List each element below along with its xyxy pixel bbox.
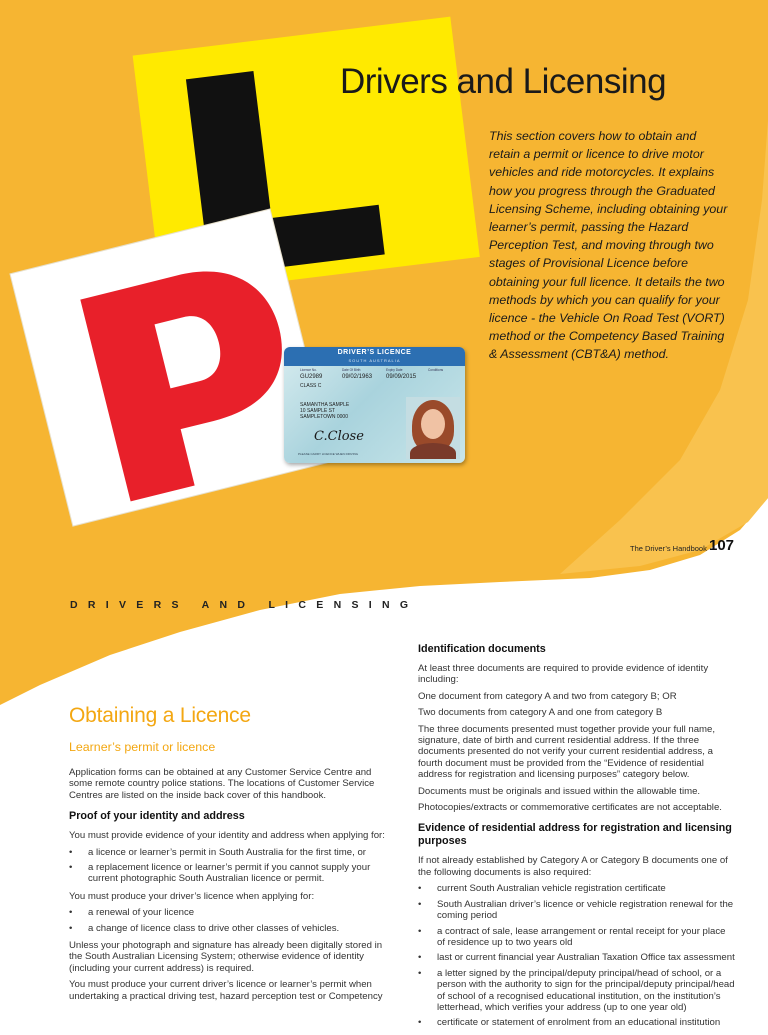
paragraph: One document from category A and two from category B; OR (418, 690, 677, 702)
paragraph: You must produce your current driver’s licence or learner’s permit when undertaking a practical driving test, hazard perception test or Competency (69, 979, 383, 1002)
section-label: DRIVERS AND LICENSING (70, 599, 419, 611)
list-item (69, 862, 387, 885)
list-item (69, 923, 387, 934)
card-label-dob: Date Of Birth (342, 368, 361, 372)
list-item-text: current South Australian vehicle registration certificate (437, 883, 666, 895)
card-label-expiry: Expiry Date (386, 368, 403, 372)
list-item-text: certificate or statement of enrolment from an educational institution (437, 1017, 721, 1029)
bullet-list (418, 883, 736, 1028)
card-footer: PLEASE CARRY LICENCE WHEN DRIVING (298, 452, 359, 456)
paragraph: Two documents from category A and one from category B (418, 707, 663, 719)
heading-identification-documents: Identification documents (418, 643, 546, 655)
page-number: 107 (709, 537, 735, 554)
list-item (418, 926, 736, 949)
paragraph: At least three documents are required to provide evidence of identity including: (418, 663, 709, 686)
card-label-conditions: Conditions (428, 368, 444, 372)
licence-card (284, 347, 465, 463)
subheading-learners-permit: Learner’s permit or licence (69, 740, 216, 754)
card-licence-no: GU2989 (300, 374, 323, 380)
p-plate-letter (150, 380, 151, 381)
bullet-list (69, 847, 387, 885)
heading-obtaining-licence: Obtaining a Licence (69, 704, 251, 727)
bullet-icon: • (418, 967, 422, 979)
footer-label: The Driver’s Handbook (630, 544, 707, 553)
bullet-icon: • (418, 898, 422, 910)
bullet-icon: • (69, 846, 73, 858)
paragraph: You must produce your driver’s licence when applying for: (69, 890, 315, 902)
left-column (69, 704, 387, 1007)
list-item-text: a licence or learner’s permit in South Australia for the first time, or (88, 846, 366, 858)
list-item-text: a contract of sale, lease arrangement or rental receipt for your place of residence up to two years old (437, 925, 726, 948)
card-photo (406, 397, 460, 459)
list-item (418, 968, 736, 1014)
bullet-icon: • (69, 907, 73, 919)
bullet-icon: • (418, 1017, 422, 1029)
card-heading: DRIVER’S LICENCE (337, 349, 412, 356)
photo-face (421, 409, 445, 439)
bullet-icon: • (69, 862, 73, 874)
list-item-text: last or current financial year Australian Taxation Office tax assessment (437, 952, 735, 964)
list-item-text: a change of licence class to drive other classes of vehicles. (88, 922, 340, 934)
list-item (69, 907, 387, 918)
card-dob: 09/02/1963 (342, 374, 373, 380)
card-expiry: 09/09/2015 (386, 374, 417, 380)
bullet-icon: • (418, 952, 422, 964)
card-state: SOUTH AUSTRALIA (348, 358, 401, 363)
paragraph: Application forms can be obtained at any Customer Service Centre and some remote country police stations. The locations of Customer Service Centres are listed on the inside back cover of this handbook. (69, 767, 375, 801)
heading-proof-identity: Proof of your identity and address (69, 810, 245, 823)
card-signature: C.Close (314, 429, 364, 444)
bullet-icon: • (69, 922, 73, 934)
list-item-text: a letter signed by the principal/deputy principal/head of school, or a person with the authority to sign for the principal/deputy principal/head of school of a recognised educational institution, on the institution’s letterhead, which verifies your address (up to one year old) (437, 967, 735, 1013)
card-label-licence-no: Licence No. (300, 368, 317, 372)
list-item-text: a renewal of your licence (88, 907, 195, 919)
paragraph: Photocopies/extracts or commemorative certificates are not acceptable. (418, 802, 722, 814)
bullet-list (69, 907, 387, 934)
card-name: SAMANTHA SAMPLE (300, 402, 350, 408)
list-item (69, 847, 387, 858)
paragraph: If not already established by Category A or Category B documents one of the following documents is also required: (418, 855, 728, 878)
photo-shoulders (410, 443, 456, 459)
card-address-1: 10 SAMPLE ST (300, 408, 336, 414)
right-column (418, 643, 736, 1035)
list-item (418, 899, 736, 922)
paragraph: The three documents presented must together provide your full name, signature, date of birth and current residential address. If the three documents presented do not verify your current residential address, a fourth document must be provided from the “Evidence of residential address for registration and licensing purposes” category below. (418, 723, 716, 781)
list-item (418, 1017, 736, 1028)
card-address-2: SAMPLETOWN 0000 (300, 414, 348, 420)
paragraph: Unless your photograph and signature has already been digitally stored in the South Australian Licensing System; otherwise evidence of identity (including your current address) is required. (69, 940, 383, 974)
card-header (284, 347, 465, 366)
paragraph: Documents must be originals and issued within the allowable time. (418, 785, 701, 797)
bullet-icon: • (418, 883, 422, 895)
l-plate-letter (230, 120, 231, 121)
page-title: Drivers and Licensing (340, 62, 667, 101)
paragraph: You must provide evidence of your identity and address when applying for: (69, 830, 385, 842)
list-item (418, 952, 736, 963)
heading-evidence-residential-address: Evidence of residential address for registration and licensing purposes (418, 822, 732, 848)
list-item-text: a replacement licence or learner’s permit if you cannot supply your current photographic South Australian licence or permit. (88, 862, 371, 885)
list-item (418, 883, 736, 894)
bullet-icon: • (418, 925, 422, 937)
list-item-text: South Australian driver’s licence or vehicle registration renewal for the coming period (437, 898, 734, 922)
card-class: CLASS C (300, 383, 322, 389)
section-intro: This section covers how to obtain and retain a permit or licence to drive motor vehicles and ride motorcycles. It explains how you progress through the Graduated Licensing Scheme, including obtaining your learner’s permit, passing the Hazard Perception Test, and moving through two stages of Provisional Licence before obtaining your full licence. It details the two methods by which you can qualify for your licence - the Vehicle On Road Test (VORT) method or the Competency Based Training & Assessment (CBT&A) method. (489, 129, 728, 362)
